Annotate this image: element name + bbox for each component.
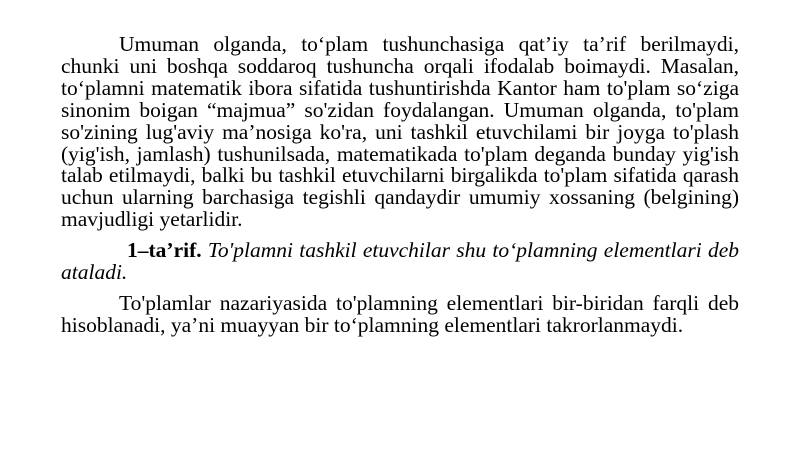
definition-term: 1–ta’rif.: [127, 238, 202, 263]
definition-text: To'plamni tashkil etuvchilar shu to‘plamning elementlari deb ataladi.: [61, 238, 740, 285]
paragraph-elements-distinct: To'plamlar nazariyasida to'plamning elementlari bir-biridan farqli deb hisoblanadi, ya’ni muayyan bir to‘plamning elementlari takrorlanmaydi.: [61, 290, 739, 337]
document-page: [61, 34, 739, 337]
definition-paragraph: [61, 240, 739, 284]
paragraph-intro: Umuman olganda, to‘plam tushunchasiga qat’iy ta’rif berilmaydi, chunki uni boshqa soddaroq tushuncha orqali ifodalab boimaydi. Masalan, to‘plamni matematik ibora sifatida tushuntirishda Kantor ham to'plam so‘ziga sinonim boigan “majmua” so'zidan foydalangan. Umuman olganda, to'plam so'zining lug'aviy ma’nosiga ko'ra, uni tashkil etuvchilami bir joyga to'plash (yig'ish, jamlash) tushunilsada, matematikada to'plam deganda bunday yig'ish talab etilmaydi, balki bu tashkil etuvchilarni birgalikda to'plam sifatida qarash uchun ularning barchasiga tegishli qandaydir umumiy xossaning (belgining) mavjudligi yetarlidir.: [61, 32, 739, 232]
